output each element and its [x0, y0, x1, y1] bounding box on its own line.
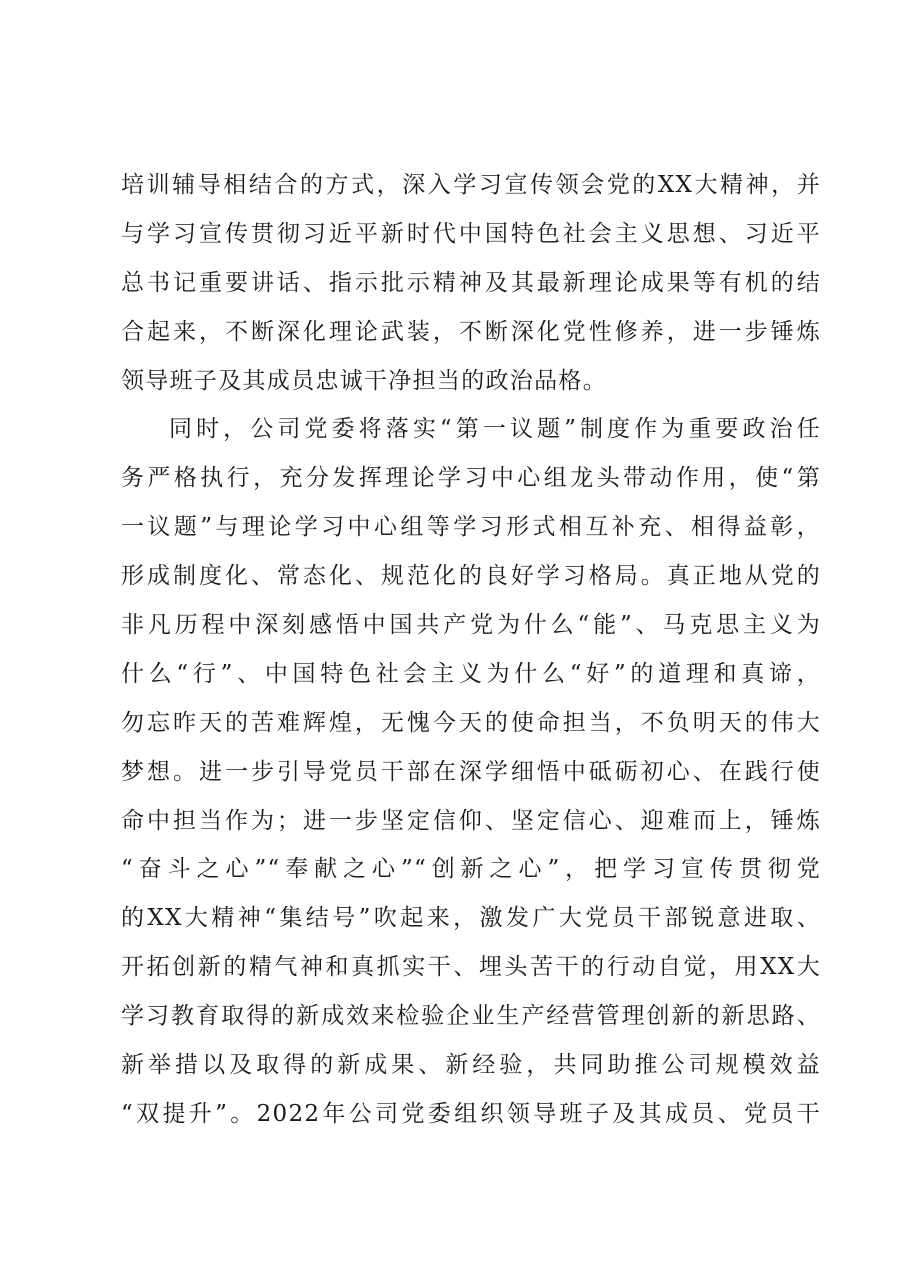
text-line: 务严格执行，充分发挥理论学习中心组龙头带动作用，使“第	[121, 465, 821, 492]
text-line: 总书记重要讲话、指示批示精神及其最新理论成果等有机的结	[121, 269, 821, 296]
text-line: “奋斗之心”“奉献之心”“创新之心”，把学习宣传贯彻党	[121, 856, 821, 883]
paragraph-2	[121, 405, 821, 1138]
text-line: 命中担当作为；进一步坚定信仰、坚定信心、迎难而上，锤炼	[121, 807, 821, 834]
paragraph-1	[121, 161, 821, 405]
text-line: 一议题”与理论学习中心组等学习形式相互补充、相得益彰，	[121, 514, 821, 541]
text-line: 开拓创新的精气神和真抓实干、埋头苦干的行动自觉，用XX大	[121, 954, 821, 981]
text-line: 什么“行”、中国特色社会主义为什么“好”的道理和真谛，	[121, 660, 821, 687]
text-line: 合起来，不断深化理论武装，不断深化党性修养，进一步锤炼	[121, 318, 821, 345]
text-line: “双提升”。2022年公司党委组织领导班子及其成员、党员干	[121, 1100, 821, 1127]
text-line: 形成制度化、常态化、规范化的良好学习格局。真正地从党的	[121, 563, 821, 590]
text-line: 与学习宣传贯彻习近平新时代中国特色社会主义思想、习近平	[121, 220, 821, 247]
text-line: 培训辅导相结合的方式，深入学习宣传领会党的XX大精神，并	[121, 172, 821, 198]
document-body	[121, 161, 821, 1139]
text-line: 的XX大精神“集结号”吹起来，激发广大党员干部锐意进取、	[121, 905, 821, 932]
text-line: 新举措以及取得的新成果、新经验，共同助推公司规模效益	[121, 1052, 821, 1079]
text-line: 同时，公司党委将落实“第一议题”制度作为重要政治任	[169, 416, 821, 443]
text-line: 领导班子及其成员忠诚干净担当的政治品格。	[121, 367, 607, 394]
text-line: 梦想。进一步引导党员干部在深学细悟中砥砺初心、在践行使	[121, 758, 821, 785]
text-line: 学习教育取得的新成效来检验企业生产经营管理创新的新思路、	[121, 1003, 821, 1030]
text-line: 非凡历程中深刻感悟中国共产党为什么“能”、马克思主义为	[121, 612, 821, 639]
text-line: 勿忘昨天的苦难辉煌，无愧今天的使命担当，不负明天的伟大	[121, 709, 821, 736]
